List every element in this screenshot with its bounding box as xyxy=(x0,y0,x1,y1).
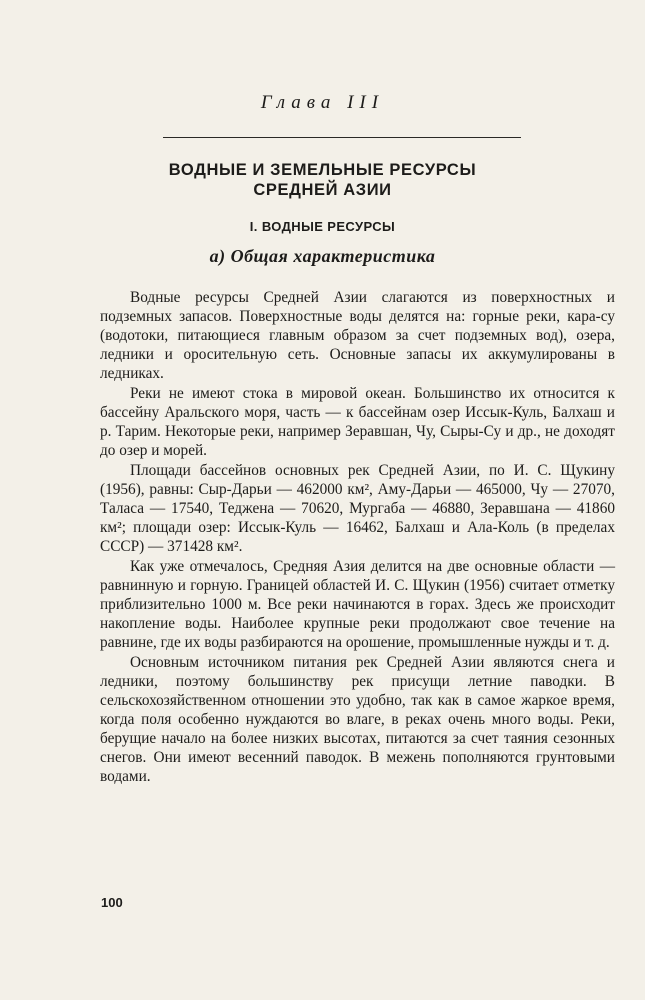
section-heading: I. ВОДНЫЕ РЕСУРСЫ xyxy=(249,219,396,234)
paragraph: Реки не имеют стока в мировой океан. Большинство их относится к бассейну Аральского моря, часть — к бассейнам озер Иссык-Куль, Балхаш и р. Тарим. Некоторые реки, например Зеравшан, Чу, Сыры-Су и др., не доходят до озер и морей. xyxy=(100,385,615,459)
paragraph: Площади бассейнов основных рек Средней Азии, по И. С. Щукину (1956), равны: Сыр-Дарьи — 462000 км², Аму-Дарьи — 465000, Чу — 27070, Таласа — 17540, Теджена — 70620, Мургаба — 46880, Зеравшана — 41860 км²; площади озер: Иссык-Куль — 16462, Балхаш и Ала-Коль (в пределах СССР) — 371428 км². xyxy=(100,462,615,555)
paragraph: Основным источником питания рек Средней Азии являются снега и ледники, поэтому большинству рек присущи летние паводки. В сельскохозяйственном отношении это удобно, так как в самое жаркое время, когда поля особенно нуждаются во влаге, в реках очень много воды. Реки, берущие начало на более низких высотах, питаются за счет таяния сезонных снегов. Они имеют весенний паводок. В межень пополняются грунтовыми водами. xyxy=(100,654,615,785)
body-text xyxy=(100,288,615,787)
chapter-title xyxy=(0,160,645,200)
page-number: 100 xyxy=(101,895,123,910)
chapter-title-line: СРЕДНЕЙ АЗИИ xyxy=(253,181,392,199)
paragraph: Водные ресурсы Средней Азии слагаются из поверхностных и подземных запасов. Поверхностные воды делятся на: горные реки, кара-су (водотоки, питающиеся главным образом за счет подземных вод), озера, ледники и оросительную сеть. Основные запасы их аккумулированы в ледниках. xyxy=(100,289,615,382)
chapter-title-line: ВОДНЫЕ И ЗЕМЕЛЬНЫЕ РЕСУРСЫ xyxy=(168,161,477,179)
chapter-divider xyxy=(163,137,521,138)
paragraph: Как уже отмечалось, Средняя Азия делится на две основные области — равнинную и горную. Границей областей И. С. Щукин (1956) считает отметку приблизительно 1000 м. Все реки начинаются в горах. Здесь же происходит накопление воды. Наиболее крупные реки продолжают свое течение на равнине, где их воды разбираются на орошение, промышленные нужды и т. д. xyxy=(100,558,615,651)
chapter-heading: Глава III xyxy=(260,92,385,113)
subsection-heading: а) Общая характеристика xyxy=(209,246,436,266)
